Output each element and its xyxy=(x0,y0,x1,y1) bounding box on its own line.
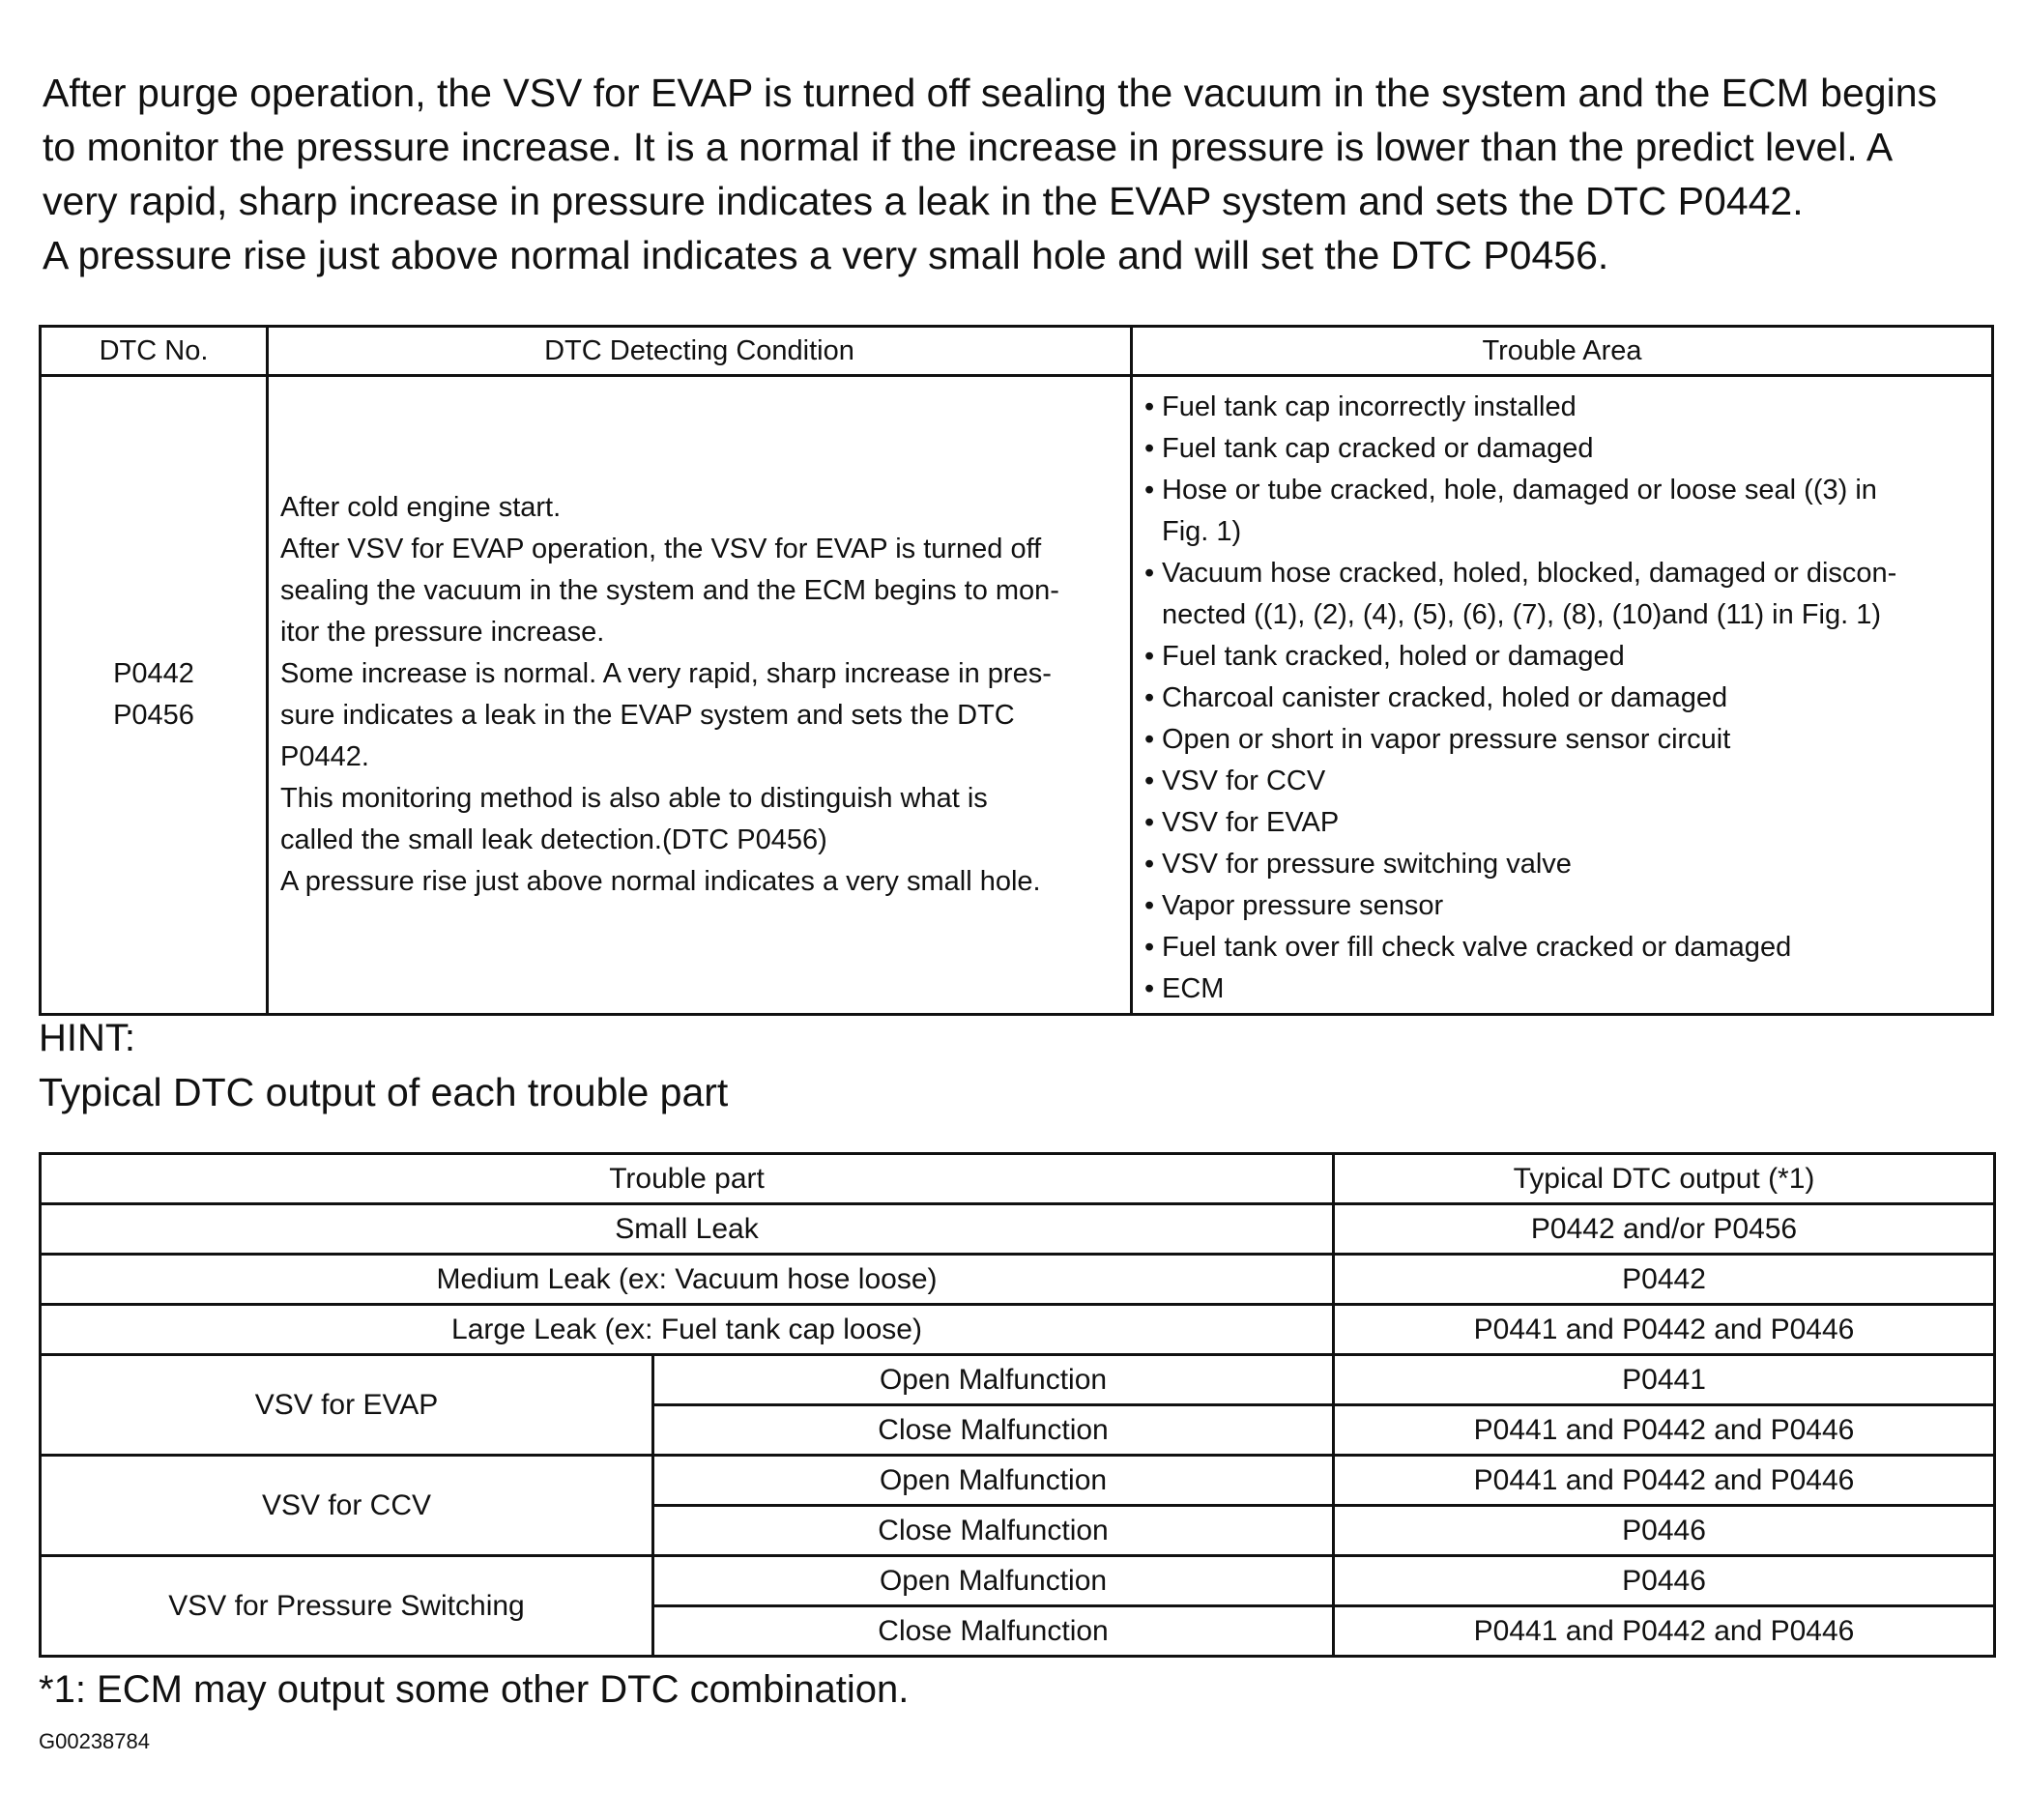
hint-subtitle: Typical DTC output of each trouble part xyxy=(39,1070,729,1114)
list-item: • VSV for CCV xyxy=(1144,761,1991,802)
trouble-area-cell xyxy=(1132,376,1993,1015)
bullet-icon: • xyxy=(1144,558,1155,589)
condition-line: P0442. xyxy=(280,741,369,772)
bullet-icon: • xyxy=(1144,849,1155,880)
trouble-part-cell: VSV for CCV xyxy=(41,1456,653,1556)
table-row xyxy=(41,1255,1995,1305)
list-item: • ECM xyxy=(1144,968,1991,1010)
malfunction-mode-cell: Open Malfunction xyxy=(653,1556,1334,1606)
dtc-codes-cell xyxy=(41,376,268,1015)
header-typical-output: Typical DTC output (*1) xyxy=(1334,1154,1995,1204)
dtc-output-cell: P0441 xyxy=(1334,1355,1995,1405)
list-item: • Open or short in vapor pressure sensor circuit xyxy=(1144,719,1991,761)
bullet-icon: • xyxy=(1144,932,1155,963)
table-row xyxy=(41,1355,1995,1405)
header-detecting-condition: DTC Detecting Condition xyxy=(268,327,1132,376)
list-item: • VSV for pressure switching valve xyxy=(1144,844,1991,885)
condition-line: After cold engine start. xyxy=(280,492,562,523)
bullet-icon: • xyxy=(1144,391,1155,422)
figure-id: G00238784 xyxy=(39,1729,150,1753)
bullet-icon: • xyxy=(1144,973,1155,1004)
condition-line: called the small leak detection.(DTC P0456) xyxy=(280,824,827,855)
bullet-icon: • xyxy=(1144,890,1155,921)
dtc-code: P0442 xyxy=(113,658,194,689)
list-item: • Vacuum hose cracked, holed, blocked, damaged or discon- nected ((1), (2), (4), (5), (6), (7), (8), (10)and (11) in Fig. 1) xyxy=(1144,553,1991,636)
list-item: • Fuel tank over fill check valve cracked or damaged xyxy=(1144,927,1991,968)
dtc-condition-table xyxy=(39,325,1994,1016)
condition-line: sure indicates a leak in the EVAP system and sets the DTC xyxy=(280,700,1015,731)
detecting-condition-cell xyxy=(268,376,1132,1015)
list-item: • Vapor pressure sensor xyxy=(1144,885,1991,927)
dtc-code: P0456 xyxy=(113,700,194,731)
condition-line: After VSV for EVAP operation, the VSV for EVAP is turned off xyxy=(280,534,1042,564)
dtc-output-cell: P0442 and/or P0456 xyxy=(1334,1204,1995,1255)
footnote: *1: ECM may output some other DTC combination. xyxy=(39,1668,910,1711)
table-row xyxy=(41,1456,1995,1506)
trouble-part-cell: Medium Leak (ex: Vacuum hose loose) xyxy=(41,1255,1334,1305)
condition-line: A pressure rise just above normal indicates a very small hole. xyxy=(280,866,1041,897)
bullet-icon: • xyxy=(1144,807,1155,838)
table-row xyxy=(41,376,1993,1015)
table-row xyxy=(41,1305,1995,1355)
header-trouble-part: Trouble part xyxy=(41,1154,1334,1204)
condition-line: sealing the vacuum in the system and the ECM begins to mon- xyxy=(280,575,1059,606)
list-item: • Fuel tank cap cracked or damaged xyxy=(1144,428,1991,470)
intro-line: After purge operation, the VSV for EVAP is turned off sealing the vacuum in the system and the ECM begins xyxy=(43,71,1937,115)
header-dtc-no: DTC No. xyxy=(41,327,268,376)
dtc-output-table xyxy=(39,1152,1996,1658)
condition-line: This monitoring method is also able to distinguish what is xyxy=(280,783,988,814)
condition-line: Some increase is normal. A very rapid, sharp increase in pres- xyxy=(280,658,1052,689)
malfunction-mode-cell: Open Malfunction xyxy=(653,1355,1334,1405)
trouble-part-cell: VSV for Pressure Switching xyxy=(41,1556,653,1657)
list-item: • Fuel tank cracked, holed or damaged xyxy=(1144,636,1991,678)
dtc-output-cell: P0441 and P0442 and P0446 xyxy=(1334,1456,1995,1506)
hint-title: HINT: xyxy=(39,1017,135,1059)
trouble-part-cell: Large Leak (ex: Fuel tank cap loose) xyxy=(41,1305,1334,1355)
trouble-part-cell: VSV for EVAP xyxy=(41,1355,653,1456)
dtc-output-cell: P0441 and P0442 and P0446 xyxy=(1334,1606,1995,1657)
table-row xyxy=(41,1204,1995,1255)
bullet-icon: • xyxy=(1144,433,1155,464)
dtc-output-cell: P0446 xyxy=(1334,1556,1995,1606)
bullet-icon: • xyxy=(1144,724,1155,755)
intro-line: to monitor the pressure increase. It is a normal if the increase in pressure is lower than the predict level. A xyxy=(43,125,1894,169)
bullet-icon: • xyxy=(1144,475,1155,506)
malfunction-mode-cell: Close Malfunction xyxy=(653,1506,1334,1556)
intro-line: A pressure rise just above normal indicates a very small hole and will set the DTC P0456. xyxy=(43,233,1609,277)
header-trouble-area: Trouble Area xyxy=(1132,327,1993,376)
dtc-output-cell: P0442 xyxy=(1334,1255,1995,1305)
malfunction-mode-cell: Close Malfunction xyxy=(653,1606,1334,1657)
table-header-row xyxy=(41,327,1993,376)
malfunction-mode-cell: Close Malfunction xyxy=(653,1405,1334,1456)
malfunction-mode-cell: Open Malfunction xyxy=(653,1456,1334,1506)
dtc-output-cell: P0441 and P0442 and P0446 xyxy=(1334,1305,1995,1355)
dtc-output-cell: P0446 xyxy=(1334,1506,1995,1556)
list-item: • VSV for EVAP xyxy=(1144,802,1991,844)
condition-line: itor the pressure increase. xyxy=(280,617,605,648)
bullet-icon: • xyxy=(1144,682,1155,713)
list-item: • Hose or tube cracked, hole, damaged or loose seal ((3) in Fig. 1) xyxy=(1144,470,1991,553)
table-row xyxy=(41,1556,1995,1606)
intro-paragraph xyxy=(43,66,1995,282)
list-item: • Fuel tank cap incorrectly installed xyxy=(1144,387,1991,428)
dtc-output-cell: P0441 and P0442 and P0446 xyxy=(1334,1405,1995,1456)
list-item: • Charcoal canister cracked, holed or damaged xyxy=(1144,678,1991,719)
bullet-icon: • xyxy=(1144,766,1155,796)
trouble-part-cell: Small Leak xyxy=(41,1204,1334,1255)
intro-line: very rapid, sharp increase in pressure indicates a leak in the EVAP system and sets the DTC P0442. xyxy=(43,179,1804,223)
table-header-row xyxy=(41,1154,1995,1204)
bullet-icon: • xyxy=(1144,641,1155,672)
